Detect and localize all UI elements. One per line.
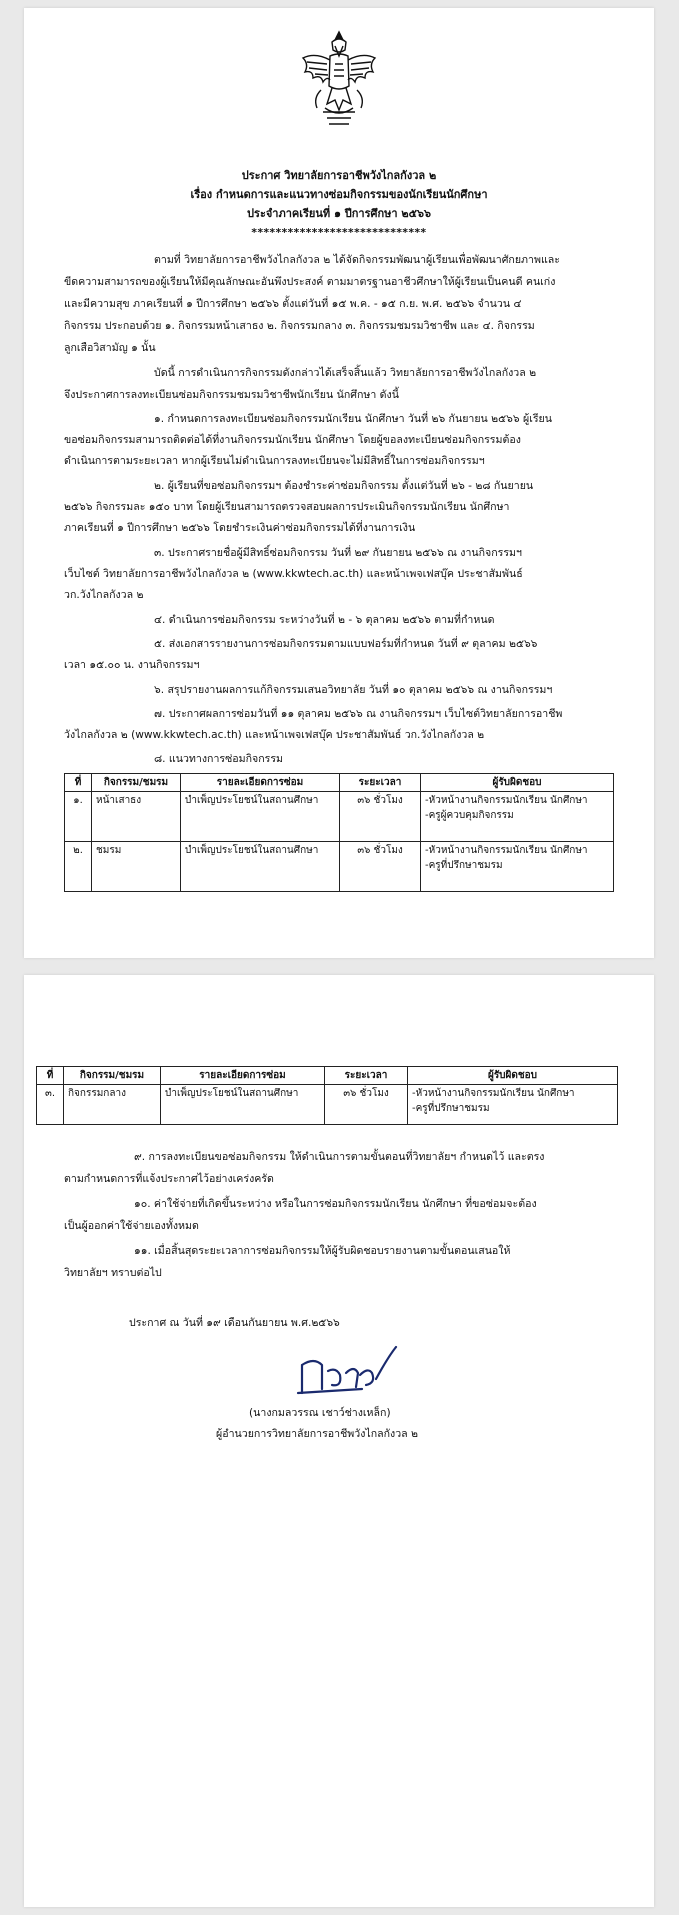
garuda-emblem-icon	[299, 28, 379, 132]
item-2-line: ๒๕๖๖ กิจกรรมละ ๑๕๐ บาท โดยผู้เรียนสามารถตรวจสอบผลการประเมินกิจกรรมนักเรียน นักศึกษา	[64, 501, 510, 513]
table-header-row	[37, 1067, 618, 1085]
row-detail: บำเพ็ญประโยชน์ในสถานศึกษา	[181, 792, 340, 842]
table-header-cell: ระยะเวลา	[325, 1067, 408, 1085]
row-detail: บำเพ็ญประโยชน์ในสถานศึกษา	[181, 842, 340, 892]
table-header-cell: กิจกรรม/ชมรม	[92, 774, 181, 792]
item-2-line: ภาคเรียนที่ ๑ ปีการศึกษา ๒๕๖๖ โดยชำระเงินค่าซ่อมกิจกรรมได้ที่งานการเงิน	[64, 522, 416, 534]
announcement-title: ประกาศ วิทยาลัยการอาชีพวังไกลกังวล ๒	[241, 169, 437, 182]
item-3-line: ๓. ประกาศรายชื่อผู้มีสิทธิ์ซ่อมกิจกรรม วันที่ ๒๙ กันยายน ๒๕๖๖ ณ งานกิจกรรมฯ	[154, 547, 522, 559]
responsible-line: -หัวหน้างานกิจกรรมนักเรียน นักศึกษา	[425, 845, 588, 856]
signature-icon	[292, 1343, 402, 1399]
table-row	[37, 1085, 618, 1125]
item-8-line: ๘. แนวทางการซ่อมกิจกรรม	[154, 753, 284, 765]
item-1-line: ๑. กำหนดการลงทะเบียนซ่อมกิจกรรมนักเรียน นักศึกษา วันที่ ๒๖ กันยายน ๒๕๖๖ ผู้เรียน	[154, 413, 552, 425]
item-4-line: ๔. ดำเนินการซ่อมกิจกรรม ระหว่างวันที่ ๒ - ๖ ตุลาคม ๒๕๖๖ ตามที่กำหนด	[154, 614, 495, 626]
row-duration: ๓๖ ชั่วโมง	[340, 842, 421, 892]
paragraph-line: กิจกรรม ประกอบด้วย ๑. กิจกรรมหน้าเสาธง ๒. กิจกรรมกลาง ๓. กิจกรรมชมรมวิชาชีพ และ ๔. กิจกรรม	[64, 320, 535, 332]
paragraph-line: บัดนี้ การดำเนินการกิจกรรมดังกล่าวได้เสร็จสิ้นแล้ว วิทยาลัยการอาชีพวังไกลกังวล ๒	[154, 367, 537, 379]
announcement-subject: เรื่อง กำหนดการและแนวทางซ่อมกิจกรรมของนักเรียนนักศึกษา	[190, 188, 488, 201]
table-header-cell: รายละเอียดการซ่อม	[161, 1067, 325, 1085]
paragraph-line: ลูกเสือวิสามัญ ๑ นั้น	[64, 342, 156, 354]
table-header-cell: รายละเอียดการซ่อม	[181, 774, 340, 792]
table-header-cell: กิจกรรม/ชมรม	[64, 1067, 161, 1085]
document-page-2	[24, 975, 654, 1907]
row-responsible	[421, 792, 614, 842]
item-3-line: วก.วังไกลกังวล ๒	[64, 589, 144, 601]
document-page-1	[24, 8, 654, 958]
signer-name: (นางกมลวรรณ เชาว์ช่างเหล็ก)	[249, 1407, 391, 1419]
announce-date: ประกาศ ณ วันที่ ๑๙ เดือนกันยายน พ.ศ.๒๕๖๖	[129, 1317, 340, 1329]
row-duration: ๓๖ ชั่วโมง	[325, 1085, 408, 1125]
row-responsible	[421, 842, 614, 892]
responsible-line: -ครูที่ปรึกษาชมรม	[412, 1103, 490, 1114]
responsible-line: -หัวหน้างานกิจกรรมนักเรียน นักศึกษา	[412, 1088, 575, 1099]
item-2-line: ๒. ผู้เรียนที่ขอซ่อมกิจกรรมฯ ต้องชำระค่าซ่อมกิจกรรม ตั้งแต่วันที่ ๒๖ - ๒๘ กันยายน	[154, 480, 534, 492]
responsible-line: -ครูที่ปรึกษาชมรม	[425, 860, 503, 871]
item-10-line: ๑๐. ค่าใช้จ่ายที่เกิดขึ้นระหว่าง หรือในการซ่อมกิจกรรมนักเรียน นักศึกษา ที่ขอซ่อมจะต้อง	[134, 1198, 537, 1210]
item-9-line: ๙. การลงทะเบียนขอซ่อมกิจกรรม ให้ดำเนินการตามขั้นตอนที่วิทยาลัยฯ กำหนดไว้ และตรง	[134, 1151, 545, 1163]
table-header-cell: ที่	[65, 774, 92, 792]
row-number: ๑.	[65, 792, 92, 842]
item-7-line: วังไกลกังวล ๒ (www.kkwtech.ac.th) และหน้าเพจเฟสบุ๊ค ประชาสัมพันธ์ วก.วังไกลกังวล ๒	[64, 729, 485, 741]
activity-table-continued	[36, 1066, 618, 1125]
row-activity: ชมรม	[92, 842, 181, 892]
row-number: ๓.	[37, 1085, 64, 1125]
table-header-cell: ผู้รับผิดชอบ	[421, 774, 614, 792]
responsible-line: -ครูผู้ควบคุมกิจกรรม	[425, 810, 514, 821]
row-detail: บำเพ็ญประโยชน์ในสถานศึกษา	[161, 1085, 325, 1125]
item-6-line: ๖. สรุปรายงานผลการแก้กิจกรรมเสนอวิทยาลัย วันที่ ๑๐ ตุลาคม ๒๕๖๖ ณ งานกิจกรรมฯ	[154, 684, 553, 696]
table-row	[65, 792, 614, 842]
item-3-line: เว็บไซต์ วิทยาลัยการอาชีพวังไกลกังวล ๒ (www.kkwtech.ac.th) และหน้าเพจเฟสบุ๊ค ประชาสัมพันธ์	[64, 568, 523, 580]
signer-title: ผู้อำนวยการวิทยาลัยการอาชีพวังไกลกังวล ๒	[216, 1428, 419, 1440]
paragraph-line: จึงประกาศการลงทะเบียนซ่อมกิจกรรมชมรมวิชาชีพนักเรียน นักศึกษา ดังนี้	[64, 389, 399, 401]
separator-stars: *****************************	[251, 227, 427, 239]
item-5-line: ๕. ส่งเอกสารรายงานการซ่อมกิจกรรมตามแบบฟอร์มที่กำหนด วันที่ ๙ ตุลาคม ๒๕๖๖	[154, 638, 538, 650]
table-header-row	[65, 774, 614, 792]
announcement-semester: ประจำภาคเรียนที่ ๑ ปีการศึกษา ๒๕๖๖	[247, 207, 431, 220]
responsible-line: -หัวหน้างานกิจกรรมนักเรียน นักศึกษา	[425, 795, 588, 806]
table-header-cell: ระยะเวลา	[340, 774, 421, 792]
item-10-line: เป็นผู้ออกค่าใช้จ่ายเองทั้งหมด	[64, 1220, 199, 1232]
paragraph-line: ตามที่ วิทยาลัยการอาชีพวังไกลกังวล ๒ ได้จัดกิจกรรมพัฒนาผู้เรียนเพื่อพัฒนาศักยภาพและ	[154, 254, 560, 266]
row-number: ๒.	[65, 842, 92, 892]
item-7-line: ๗. ประกาศผลการซ่อมวันที่ ๑๑ ตุลาคม ๒๕๖๖ ณ งานกิจกรรมฯ เว็บไซต์วิทยาลัยการอาชีพ	[154, 708, 563, 720]
paragraph-line: ขีดความสามารถของผู้เรียนให้มีคุณลักษณะอันพึงประสงค์ ตามมาตรฐานอาชีวศึกษาให้ผู้เรียนเป็นคนดี คนเก่ง	[64, 276, 556, 288]
table-header-cell: ที่	[37, 1067, 64, 1085]
item-5-line: เวลา ๑๕.๐๐ น. งานกิจกรรมฯ	[64, 659, 200, 671]
table-row	[65, 842, 614, 892]
item-1-line: ดำเนินการตามระยะเวลา หากผู้เรียนไม่ดำเนินการลงทะเบียนจะไม่มีสิทธิ์ในการซ่อมกิจกรรมฯ	[64, 455, 485, 467]
table-header-cell: ผู้รับผิดชอบ	[408, 1067, 618, 1085]
activity-table	[64, 773, 614, 892]
item-1-line: ขอซ่อมกิจกรรมสามารถติดต่อได้ที่งานกิจกรรมนักเรียน นักศึกษา โดยผู้ขอลงทะเบียนซ่อมกิจกรรมต้อง	[64, 434, 521, 446]
row-activity: หน้าเสาธง	[92, 792, 181, 842]
item-11-line: ๑๑. เมื่อสิ้นสุดระยะเวลาการซ่อมกิจกรรมให้ผู้รับผิดชอบรายงานตามขั้นตอนเสนอให้	[134, 1245, 511, 1257]
item-9-line: ตามกำหนดการที่แจ้งประกาศไว้อย่างเคร่งครัด	[64, 1173, 274, 1185]
row-duration: ๓๖ ชั่วโมง	[340, 792, 421, 842]
row-activity: กิจกรรมกลาง	[64, 1085, 161, 1125]
row-responsible	[408, 1085, 618, 1125]
item-11-line: วิทยาลัยฯ ทราบต่อไป	[64, 1267, 162, 1279]
paragraph-line: และมีความสุข ภาคเรียนที่ ๑ ปีการศึกษา ๒๕๖๖ ตั้งแต่วันที่ ๑๕ พ.ค. - ๑๕ ก.ย. พ.ศ. ๒๕๖๖ จำนวน ๔	[64, 298, 522, 310]
